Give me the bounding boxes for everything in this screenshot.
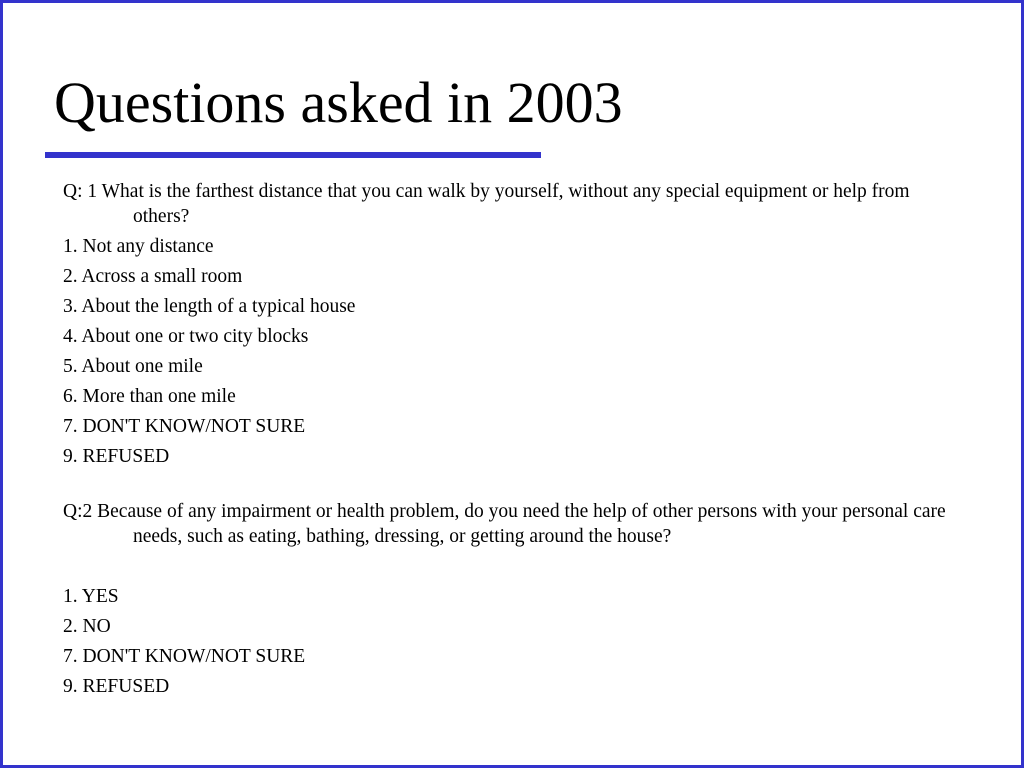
q1-option: 9. REFUSED — [63, 446, 170, 467]
q2-option: 9. REFUSED — [63, 676, 170, 697]
q2-option: 7. DON'T KNOW/NOT SURE — [63, 646, 306, 667]
slide-title: Questions asked in 2003 — [54, 70, 623, 135]
q1-option: 4. About one or two city blocks — [63, 326, 309, 347]
question-2: Q:2 Because of any impairment or health problem, do you need the help of other persons with your personal care needs, such as eating, bathing, dressing, or getting around the house? — [63, 501, 946, 547]
q1-option: 6. More than one mile — [63, 386, 236, 407]
q1-option: 7. DON'T KNOW/NOT SURE — [63, 416, 306, 437]
q2-option: 2. NO — [63, 616, 111, 637]
q1-option: 5. About one mile — [63, 356, 203, 377]
q1-option: 3. About the length of a typical house — [63, 296, 356, 317]
title-underline — [45, 152, 541, 158]
q1-option: 2. Across a small room — [63, 266, 243, 287]
q1-option: 1. Not any distance — [63, 236, 214, 257]
slide-body — [63, 179, 963, 699]
question-1: Q: 1 What is the farthest distance that you can walk by yourself, without any special equipment or help from others? — [63, 181, 910, 227]
q2-option: 1. YES — [63, 586, 119, 607]
